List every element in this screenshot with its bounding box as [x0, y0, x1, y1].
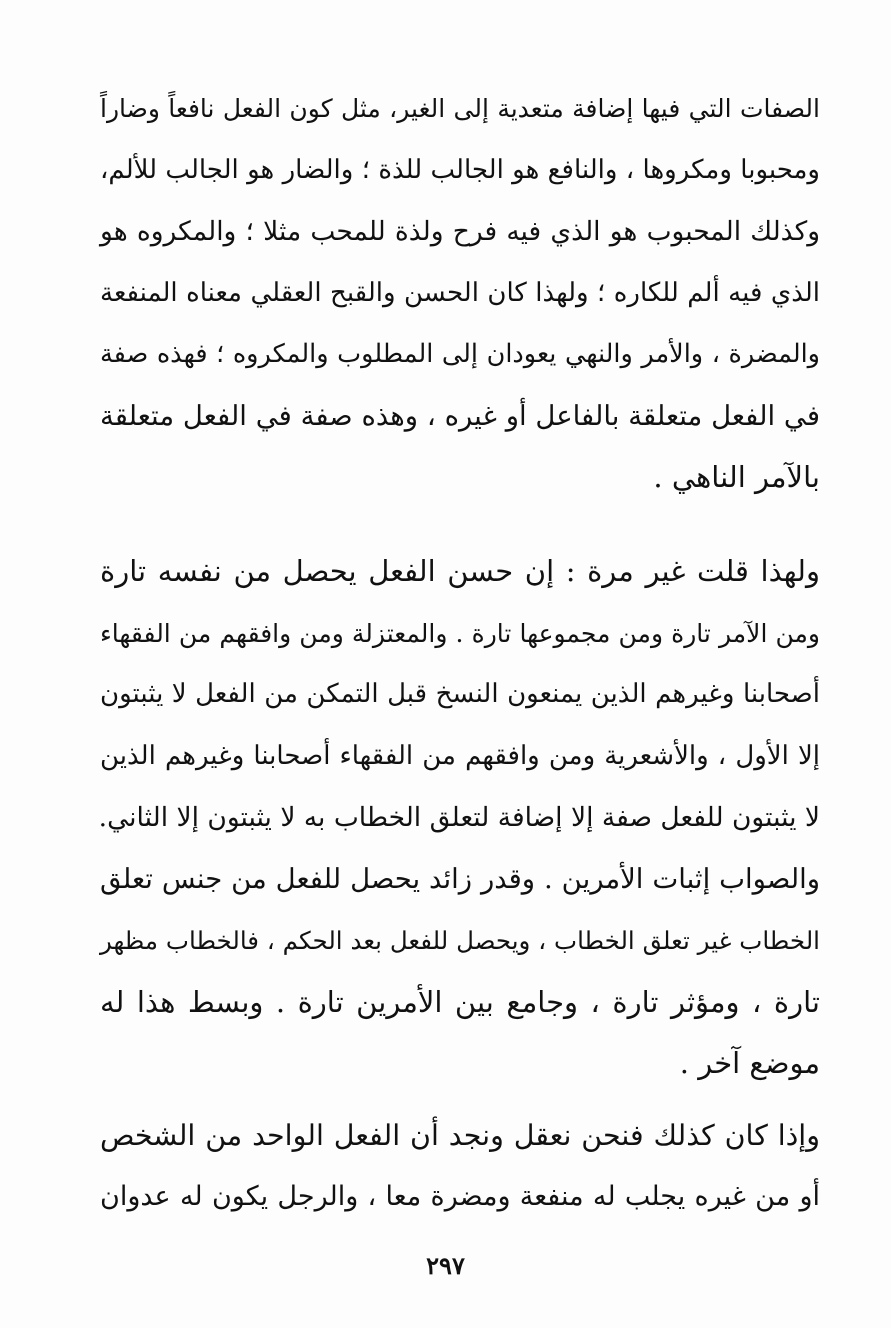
- paragraph-1: [100, 78, 820, 509]
- text-line: موضع آخر .: [679, 1046, 820, 1080]
- text-line: تارة ، ومؤثر تارة ، وجامع بين الأمرين تارة . وبسط هذا له: [100, 984, 820, 1019]
- paragraph-3: [100, 1105, 820, 1227]
- text-line: والمضرة ، والأمر والنهي يعودان إلى المطلوب والمكروه ؛ فهذه صفة: [100, 339, 820, 369]
- page-number: ٢٩٧: [426, 1251, 465, 1280]
- text-line: أو من غيره يجلب له منفعة ومضرة معا ، والرجل يكون له عدوان: [100, 1181, 820, 1212]
- text-line: في الفعل متعلقة بالفاعل أو غيره ، وهذه صفة في الفعل متعلقة: [100, 399, 820, 432]
- text-line: الذي فيه ألم للكاره ؛ ولهذا كان الحسن والقبح العقلي معناه المنفعة: [100, 277, 820, 308]
- text-line: ومحبوبا ومكروها ، والنافع هو الجالب للذة ؛ والضار هو الجالب للألم،: [100, 154, 820, 185]
- paragraph-2: [100, 541, 820, 1095]
- text-line: وإذا كان كذلك فنحن نعقل ونجد أن الفعل الواحد من الشخص: [100, 1119, 820, 1152]
- text-line: أصحابنا وغيرهم الذين يمنعون النسخ قبل التمكن من الفعل لا يثبتون: [100, 679, 820, 709]
- text-line: الصفات التي فيها إضافة متعدية إلى الغير، مثل كون الفعل نافعاً وضاراً: [100, 94, 820, 123]
- text-line: وكذلك المحبوب هو الذي فيه فرح ولذة للمحب مثلا ؛ والمكروه هو: [100, 216, 820, 247]
- text-line: بالآمر الناهي .: [653, 460, 820, 494]
- text-line: والصواب إثبات الأمرين . وقدر زائد يحصل للفعل من جنس تعلق: [100, 862, 820, 895]
- text-line: ولهذا قلت غير مرة : إن حسن الفعل يحصل من نفسه تارة: [100, 554, 820, 588]
- text-line: ومن الآمر تارة ومن مجموعها تارة . والمعتزلة ومن وافقهم من الفقهاء: [100, 618, 820, 648]
- text-line: الخطاب غير تعلق الخطاب ، ويحصل للفعل بعد الحكم ، فالخطاب مظهر: [100, 926, 820, 955]
- text-line: إلا الأول ، والأشعرية ومن وافقهم من الفقهاء أصحابنا وغيرهم الذين: [100, 740, 820, 771]
- text-line: لا يثبتون للفعل صفة إلا إضافة لتعلق الخطاب به لا يثبتون إلا الثاني.: [98, 802, 820, 833]
